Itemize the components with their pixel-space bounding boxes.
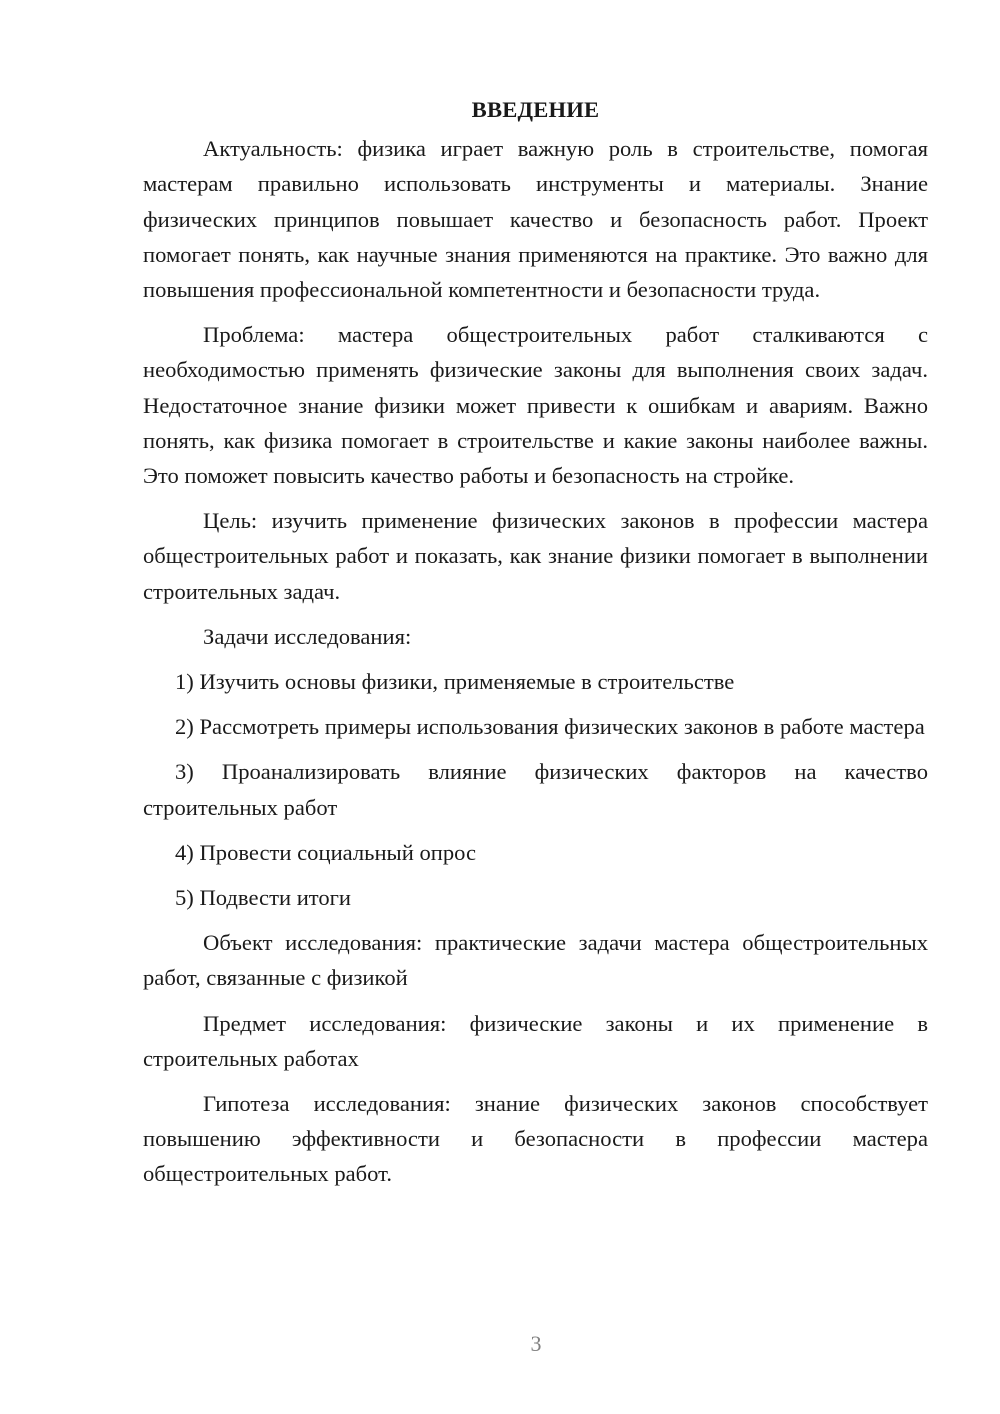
task-item-3: 3) Проанализировать влияние физических факторов на качество строительных работ: [143, 759, 928, 820]
hypothesis-paragraph: Гипотеза исследования: знание физических законов способствует повышению эффективности и безопасности в профессии мастера общестроительных работ.: [143, 1091, 928, 1187]
actuality-paragraph: Актуальность: физика играет важную роль в строительстве, помогая мастерам правильно использовать инструменты и материалы. Знание физических принципов повышает качество и безопасность работ. Проект помогает понять, как научные знания применяются на практике. Это важно для повышения профессиональной компетентности и безопасности труда.: [143, 136, 928, 303]
task-item-4: 4) Провести социальный опрос: [175, 839, 477, 865]
page-content: [143, 92, 928, 1202]
goal-paragraph: Цель: изучить применение физических законов в профессии мастера общестроительных работ и показать, как знание физики помогает в выполнении строительных задач.: [143, 508, 928, 604]
tasks-label: Задачи исследования:: [203, 623, 412, 649]
subject-paragraph: Предмет исследования: физические законы и их применение в строительных работах: [143, 1010, 928, 1071]
task-item-5: 5) Подвести итоги: [175, 885, 352, 911]
page-number: 3: [530, 1331, 542, 1356]
problem-paragraph: Проблема: мастера общестроительных работ сталкиваются с необходимостью применять физические законы для выполнения своих задач. Недостаточное знание физики может привести к ошибкам и авариям. Важно понять, как физика помогает в строительстве и какие законы наиболее важны. Это поможет повысить качество работы и безопасность на стройке.: [143, 322, 928, 489]
task-item-1: 1) Изучить основы физики, применяемые в строительстве: [175, 669, 735, 695]
section-heading: ВВЕДЕНИЕ: [471, 97, 600, 122]
task-item-2: 2) Рассмотреть примеры использования физических законов в работе мастера: [175, 714, 925, 740]
object-paragraph: Объект исследования: практические задачи мастера общестроительных работ, связанные с физикой: [143, 930, 928, 991]
